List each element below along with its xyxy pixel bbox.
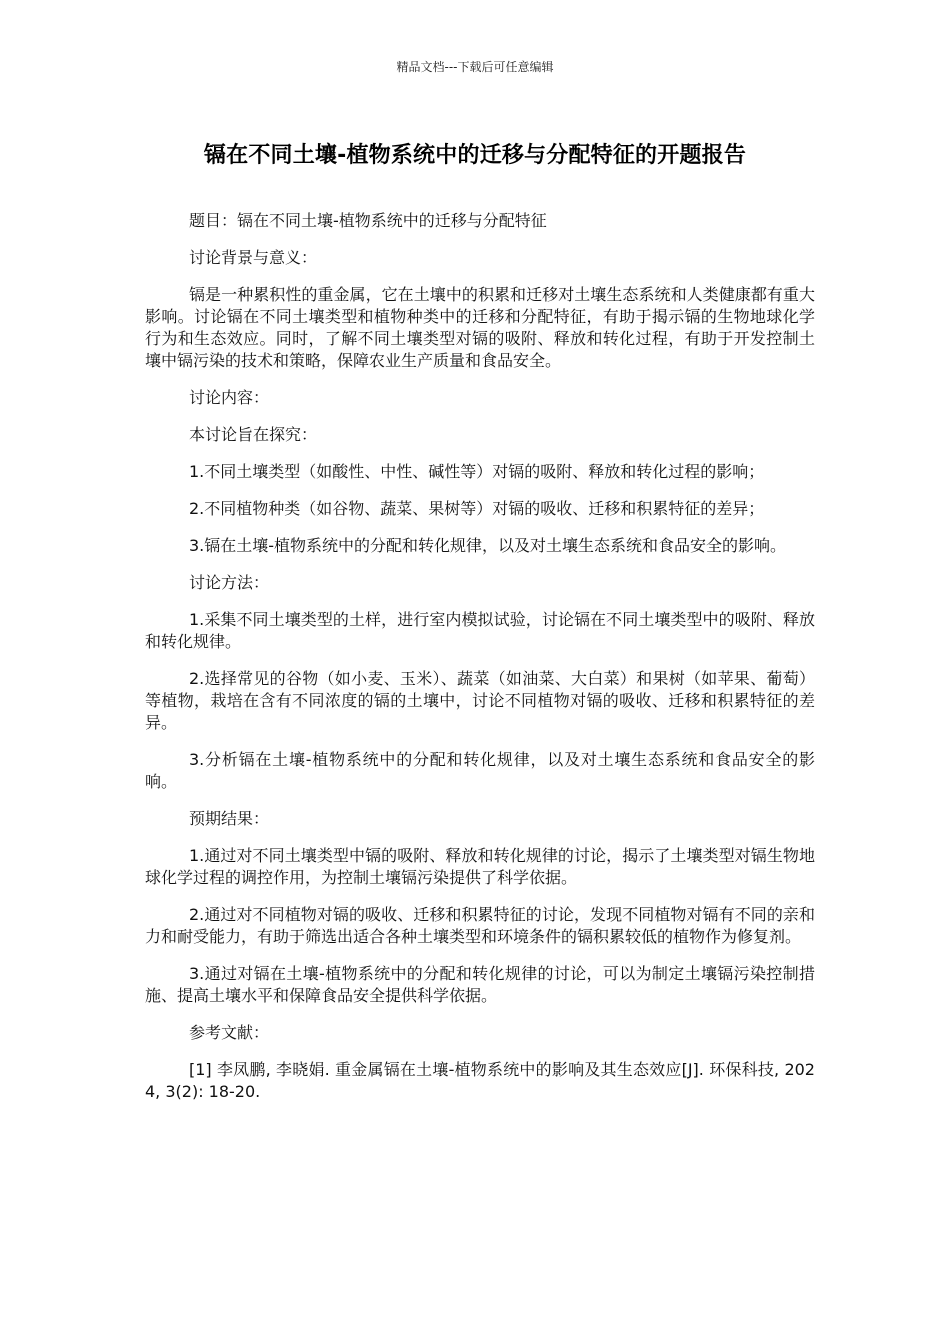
document-title: 镉在不同土壤-植物系统中的迁移与分配特征的开题报告: [203, 143, 747, 168]
result-item-3: 3.通过对镉在土壤-植物系统中的分配和转化规律的讨论，可以为制定土壤镉污染控制措施、提高土壤水平和保障食品安全提供科学依据。: [145, 964, 815, 1005]
content-item-1: 1.不同土壤类型（如酸性、中性、碱性等）对镉的吸附、释放和转化过程的影响；: [189, 462, 765, 481]
section-heading-content: 讨论内容：: [189, 388, 270, 407]
document-body: [145, 210, 815, 1118]
topic-line: 题目：镉在不同土壤-植物系统中的迁移与分配特征: [189, 211, 547, 230]
section-heading-methods: 讨论方法：: [189, 573, 270, 592]
section-heading-references: 参考文献：: [189, 1023, 270, 1042]
content-item-2: 2.不同植物种类（如谷物、蔬菜、果树等）对镉的吸收、迁移和积累特征的差异；: [189, 499, 765, 518]
section-heading-background: 讨论背景与意义：: [189, 248, 318, 267]
content-item-3: 3.镉在土壤-植物系统中的分配和转化规律，以及对土壤生态系统和食品安全的影响。: [189, 536, 787, 555]
result-item-2: 2.通过对不同植物对镉的吸收、迁移和积累特征的讨论，发现不同植物对镉有不同的亲和力和耐受能力，有助于筛选出适合各种土壤类型和环境条件的镉积累较低的植物作为修复剂。: [145, 905, 815, 946]
method-item-3: 3.分析镉在土壤-植物系统中的分配和转化规律，以及对土壤生态系统和食品安全的影响。: [145, 750, 815, 791]
result-item-1: 1.通过对不同土壤类型中镉的吸附、释放和转化规律的讨论，揭示了土壤类型对镉生物地球化学过程的调控作用，为控制土壤镉污染提供了科学依据。: [145, 846, 815, 887]
method-item-1: 1.采集不同土壤类型的土样，进行室内模拟试验，讨论镉在不同土壤类型中的吸附、释放和转化规律。: [145, 610, 815, 651]
background-paragraph: 镉是一种累积性的重金属，它在土壤中的积累和迁移对土壤生态系统和人类健康都有重大影响。讨论镉在不同土壤类型和植物种类中的迁移和分配特征，有助于揭示镉的生物地球化学行为和生态效应。同时，了解不同土壤类型对镉的吸附、释放和转化过程，有助于开发控制土壤中镉污染的技术和策略，保障农业生产质量和食品安全。: [145, 285, 815, 370]
content-intro: 本讨论旨在探究：: [189, 425, 318, 444]
reference-item-1: [1] 李凤鹏, 李晓娟. 重金属镉在土壤-植物系统中的影响及其生态效应[J]. 环保科技, 2024, 3(2): 18-20.: [145, 1060, 815, 1101]
method-item-2: 2.选择常见的谷物（如小麦、玉米）、蔬菜（如油菜、大白菜）和果树（如苹果、葡萄）等植物，栽培在含有不同浓度的镉的土壤中，讨论不同植物对镉的吸收、迁移和积累特征的差异。: [145, 669, 815, 732]
header-note: 精品文档---下载后可任意编辑: [396, 60, 554, 74]
section-heading-results: 预期结果：: [189, 809, 270, 828]
